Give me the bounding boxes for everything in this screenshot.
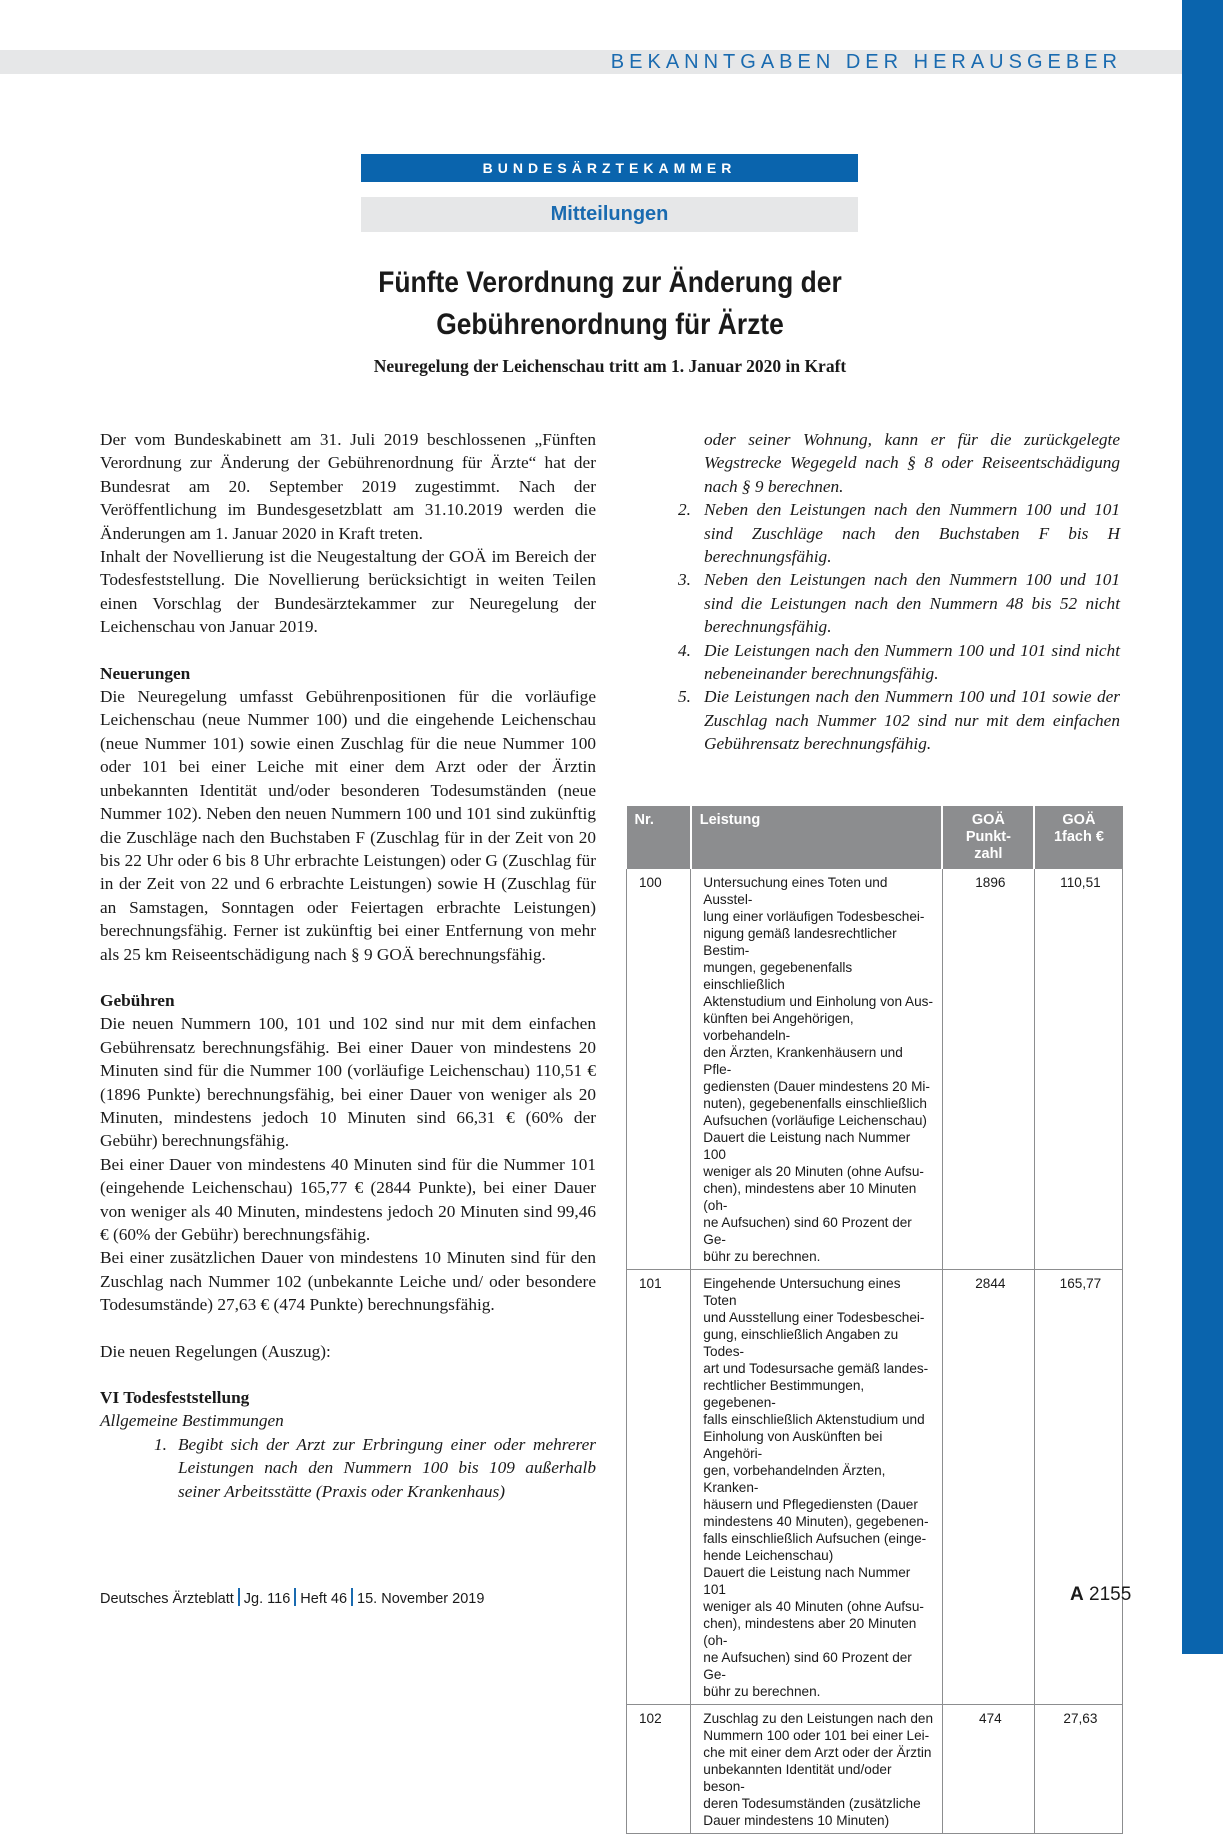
gebuehren-paragraph-2: Bei einer Dauer von mindestens 40 Minuten sind für die Nummer 101 (eingehende Leichenschau) 165,77 € (2844 Punkte), bei einer Dauer von weniger als 40 Minuten, mindestens jedoch 20 Minuten sind 99,46 € (60% der Gebühr) berechnungsfähig. — [100, 1154, 596, 1244]
list-item-1-number: 1. — [154, 1434, 167, 1454]
heading-neuerungen: Neuerungen — [100, 663, 191, 683]
table-row — [627, 869, 1123, 1270]
heading-gebuehren: Gebühren — [100, 990, 175, 1010]
list-item-1-text: Begibt sich der Arzt zur Erbringung einer oder mehrerer Leistungen nach den Nummern 100 bis 109 außerhalb seiner Arbeitsstätte (Praxis oder Krankenhaus) — [178, 1434, 596, 1501]
cell-punktzahl: 474 — [942, 1705, 1034, 1834]
cell-leistung: Untersuchung eines Toten und Ausstel- lung einer vorläufigen Todesbeschei- nigung gemäß landesrechtlicher Bestim- mungen, gegebenenfalls einschließlich Aktenstudium und Einholung von Aus- künften bei Angehörigen, vorbehandeln- den Ärzten, Krankenhäusern und Pfle- gediensten (Dauer mindestens 20 Mi- nuten), gegebenenfalls einschließlich Aufsuchen (vorläufige Leichenschau) Dauert die Leistung nach Nummer 100 weniger als 20 Minuten (ohne Aufsu- chen), mindestens aber 10 Minuten (oh- ne Aufsuchen) sind 60 Prozent der Ge- bühr zu berechnen. — [691, 869, 943, 1270]
title-line-2: Gebührenordnung für Ärzte — [436, 308, 784, 341]
footer-separator — [294, 1588, 296, 1606]
neuerungen-paragraph: Die Neuregelung umfasst Gebührenpositionen für die vorläufige Leichenschau (neue Nummer 100) und die eingehende Leichenschau (neue Nummer 101) sowie einen Zuschlag für die neue Nummer 100 oder 101 bei einer Leiche mit einer dem Arzt oder der Ärztin unbekannten Identität und/oder besonderen Todesumständen (neue Nummer 102). Neben den neuen Nummern 100 und 101 sind zukünftig die Zuschläge nach den Buchstaben F (Zuschlag für in der Zeit von 20 bis 22 Uhr oder 6 bis 8 Uhr erbrachte Leistungen) oder G (Zuschlag für in der Zeit von 22 und 6 erbrachte Leistungen) sowie H (Zuschlag für an Samstagen, Sonntagen oder Feiertagen erbrachte Leistungen) berechnungsfähig. Ferner ist zukünftig bei einer Entfernung von mehr als 25 km Reiseentschädigung nach § 9 GOÄ berechnungsfähig. — [100, 687, 596, 964]
section-label: BEKANNTGABEN DER HERAUSGEBER — [610, 51, 1122, 73]
footer-separator — [351, 1588, 353, 1606]
intro-paragraph-2: Inhalt der Novellierung ist die Neugestaltung der GOÄ im Bereich der Todesfeststellung. Die Novellierung berücksichtigt in weiten Teilen einen Vorschlag der Bundesärztekammer zur Neuregelung der Leichenschau von Januar 2019. — [100, 547, 596, 637]
auszug-line: Die neuen Regelungen (Auszug): — [100, 1341, 331, 1361]
cell-nr: 100 — [627, 869, 691, 1270]
list-item-2: 2. Neben den Leistungen nach den Nummern 100 und 101 sind Zuschläge nach den Buchstaben F bis H berechnungsfähig. — [678, 500, 1120, 567]
journal-name: Deutsches Ärzteblatt — [100, 1591, 234, 1607]
table-row — [627, 1270, 1123, 1705]
table-header-row — [627, 806, 1123, 869]
intro-paragraph-1: Der vom Bundeskabinett am 31. Juli 2019 beschlossenen „Fünften Verordnung zur Änderung der Gebührenordnung für Ärzte“ hat der Bundesrat am 20. September 2019 zugestimmt. Nach der Veröffentlichung im Bundesgesetzblatt am 31.10.2019 werden die Änderungen am 1. Januar 2020 in Kraft treten. — [100, 430, 596, 543]
page-number — [1070, 1584, 1131, 1606]
list-item-3: 3. Neben den Leistungen nach den Nummern 100 und 101 sind die Leistungen nach den Nummern 48 bis 52 nicht berechnungsfähig. — [678, 570, 1120, 637]
right-edge-bar — [1182, 0, 1223, 1654]
left-column — [100, 428, 596, 1503]
heading-vi: VI Todesfeststellung — [100, 1388, 250, 1408]
rubric-label: Mitteilungen — [361, 197, 858, 232]
col-header-nr: Nr. — [627, 806, 691, 869]
journal-issue: Heft 46 — [300, 1591, 348, 1607]
col-header-punktzahl: GOÄ Punkt- zahl — [942, 806, 1034, 869]
allgemeine-bestimmungen: Allgemeine Bestimmungen — [100, 1411, 284, 1431]
col-header-euro: GOÄ 1fach € — [1034, 806, 1122, 869]
cell-punktzahl: 1896 — [942, 869, 1034, 1270]
list-item-4: 4. Die Leistungen nach den Nummern 100 und 101 sind nicht nebeneinander berechnungsfähig. — [678, 640, 1120, 684]
rules-list — [650, 498, 1120, 755]
table-row — [627, 1705, 1123, 1834]
page-prefix: A — [1070, 1584, 1084, 1605]
kicker-label: BUNDESÄRZTEKAMMER — [361, 154, 858, 182]
footer-citation — [100, 1588, 484, 1607]
cell-nr: 101 — [627, 1270, 691, 1705]
cell-euro: 165,77 — [1034, 1270, 1122, 1705]
cell-leistung: Eingehende Untersuchung eines Toten und Ausstellung einer Todesbeschei- gung, einschließlich Angaben zu Todes- art und Todesursache gemäß landes- rechtlicher Bestimmungen, gegebenen- falls einschließlich Aktenstudium und Einholung von Auskünften bei Angehöri- gen, vorbehandelnden Ärzten, Kranken- häusern und Pflegediensten (Dauer mindestens 40 Minuten), gegebenen- falls einschließlich Aufsuchen (einge- hende Leichenschau) Dauert die Leistung nach Nummer 101 weniger als 40 Minuten (ohne Aufsu- chen), mindestens aber 20 Minuten (oh- ne Aufsuchen) sind 60 Prozent der Ge- bühr zu berechnen. — [691, 1270, 943, 1705]
right-column — [650, 428, 1120, 756]
page-value: 2155 — [1089, 1584, 1132, 1605]
page-title — [337, 262, 883, 346]
title-line-1: Fünfte Verordnung zur Änderung der — [378, 266, 842, 299]
cell-punktzahl: 2844 — [942, 1270, 1034, 1705]
cell-leistung: Zuschlag zu den Leistungen nach den Nummern 100 oder 101 bei einer Lei- che mit einer dem Arzt oder der Ärztin unbekannten Identität und/oder beson- deren Todesumständen (zusätzliche Dauer mindestens 10 Minuten) — [691, 1705, 943, 1834]
subtitle: Neuregelung der Leichenschau tritt am 1. Januar 2020 in Kraft — [373, 356, 847, 376]
gebuehren-paragraph-3: Bei einer zusätzlichen Dauer von mindestens 10 Minuten sind für den Zuschlag nach Nummer 102 (unbekannte Leiche und/ oder besondere Todesumstände) 27,63 € (474 Punkte) berechnungsfähig. — [100, 1248, 596, 1315]
col-header-leistung: Leistung — [691, 806, 943, 869]
footer-separator — [238, 1588, 240, 1606]
list-item-1 — [100, 1433, 596, 1503]
cell-euro: 110,51 — [1034, 869, 1122, 1270]
journal-volume: Jg. 116 — [243, 1591, 291, 1607]
journal-date: 15. November 2019 — [357, 1591, 485, 1607]
list-item-1-continuation: oder seiner Wohnung, kann er für die zurückgelegte Wegstrecke Wegegeld nach § 8 oder Reiseentschädigung nach § 9 berechnen. — [704, 430, 1120, 496]
cell-euro: 27,63 — [1034, 1705, 1122, 1834]
gebuehren-paragraph-1: Die neuen Nummern 100, 101 und 102 sind nur mit dem einfachen Gebührensatz berechnungsfähig. Bei einer Dauer von mindestens 20 Minuten sind für die Nummer 100 (vorläufige Leichenschau) 110,51 € (1896 Punkte) berechnungsfähig, bei einer Dauer von weniger als 20 Minuten, mindestens jedoch 10 Minuten sind 66,31 € (60% der Gebühr) berechnungsfähig. — [100, 1014, 596, 1151]
section-band — [0, 50, 1182, 74]
fee-table — [626, 806, 1123, 1834]
list-item-5: 5. Die Leistungen nach den Nummern 100 und 101 sowie der Zuschlag nach Nummer 102 sind nur mit dem einfachen Gebührensatz berechnungsfähig. — [678, 687, 1120, 754]
cell-nr: 102 — [627, 1705, 691, 1834]
